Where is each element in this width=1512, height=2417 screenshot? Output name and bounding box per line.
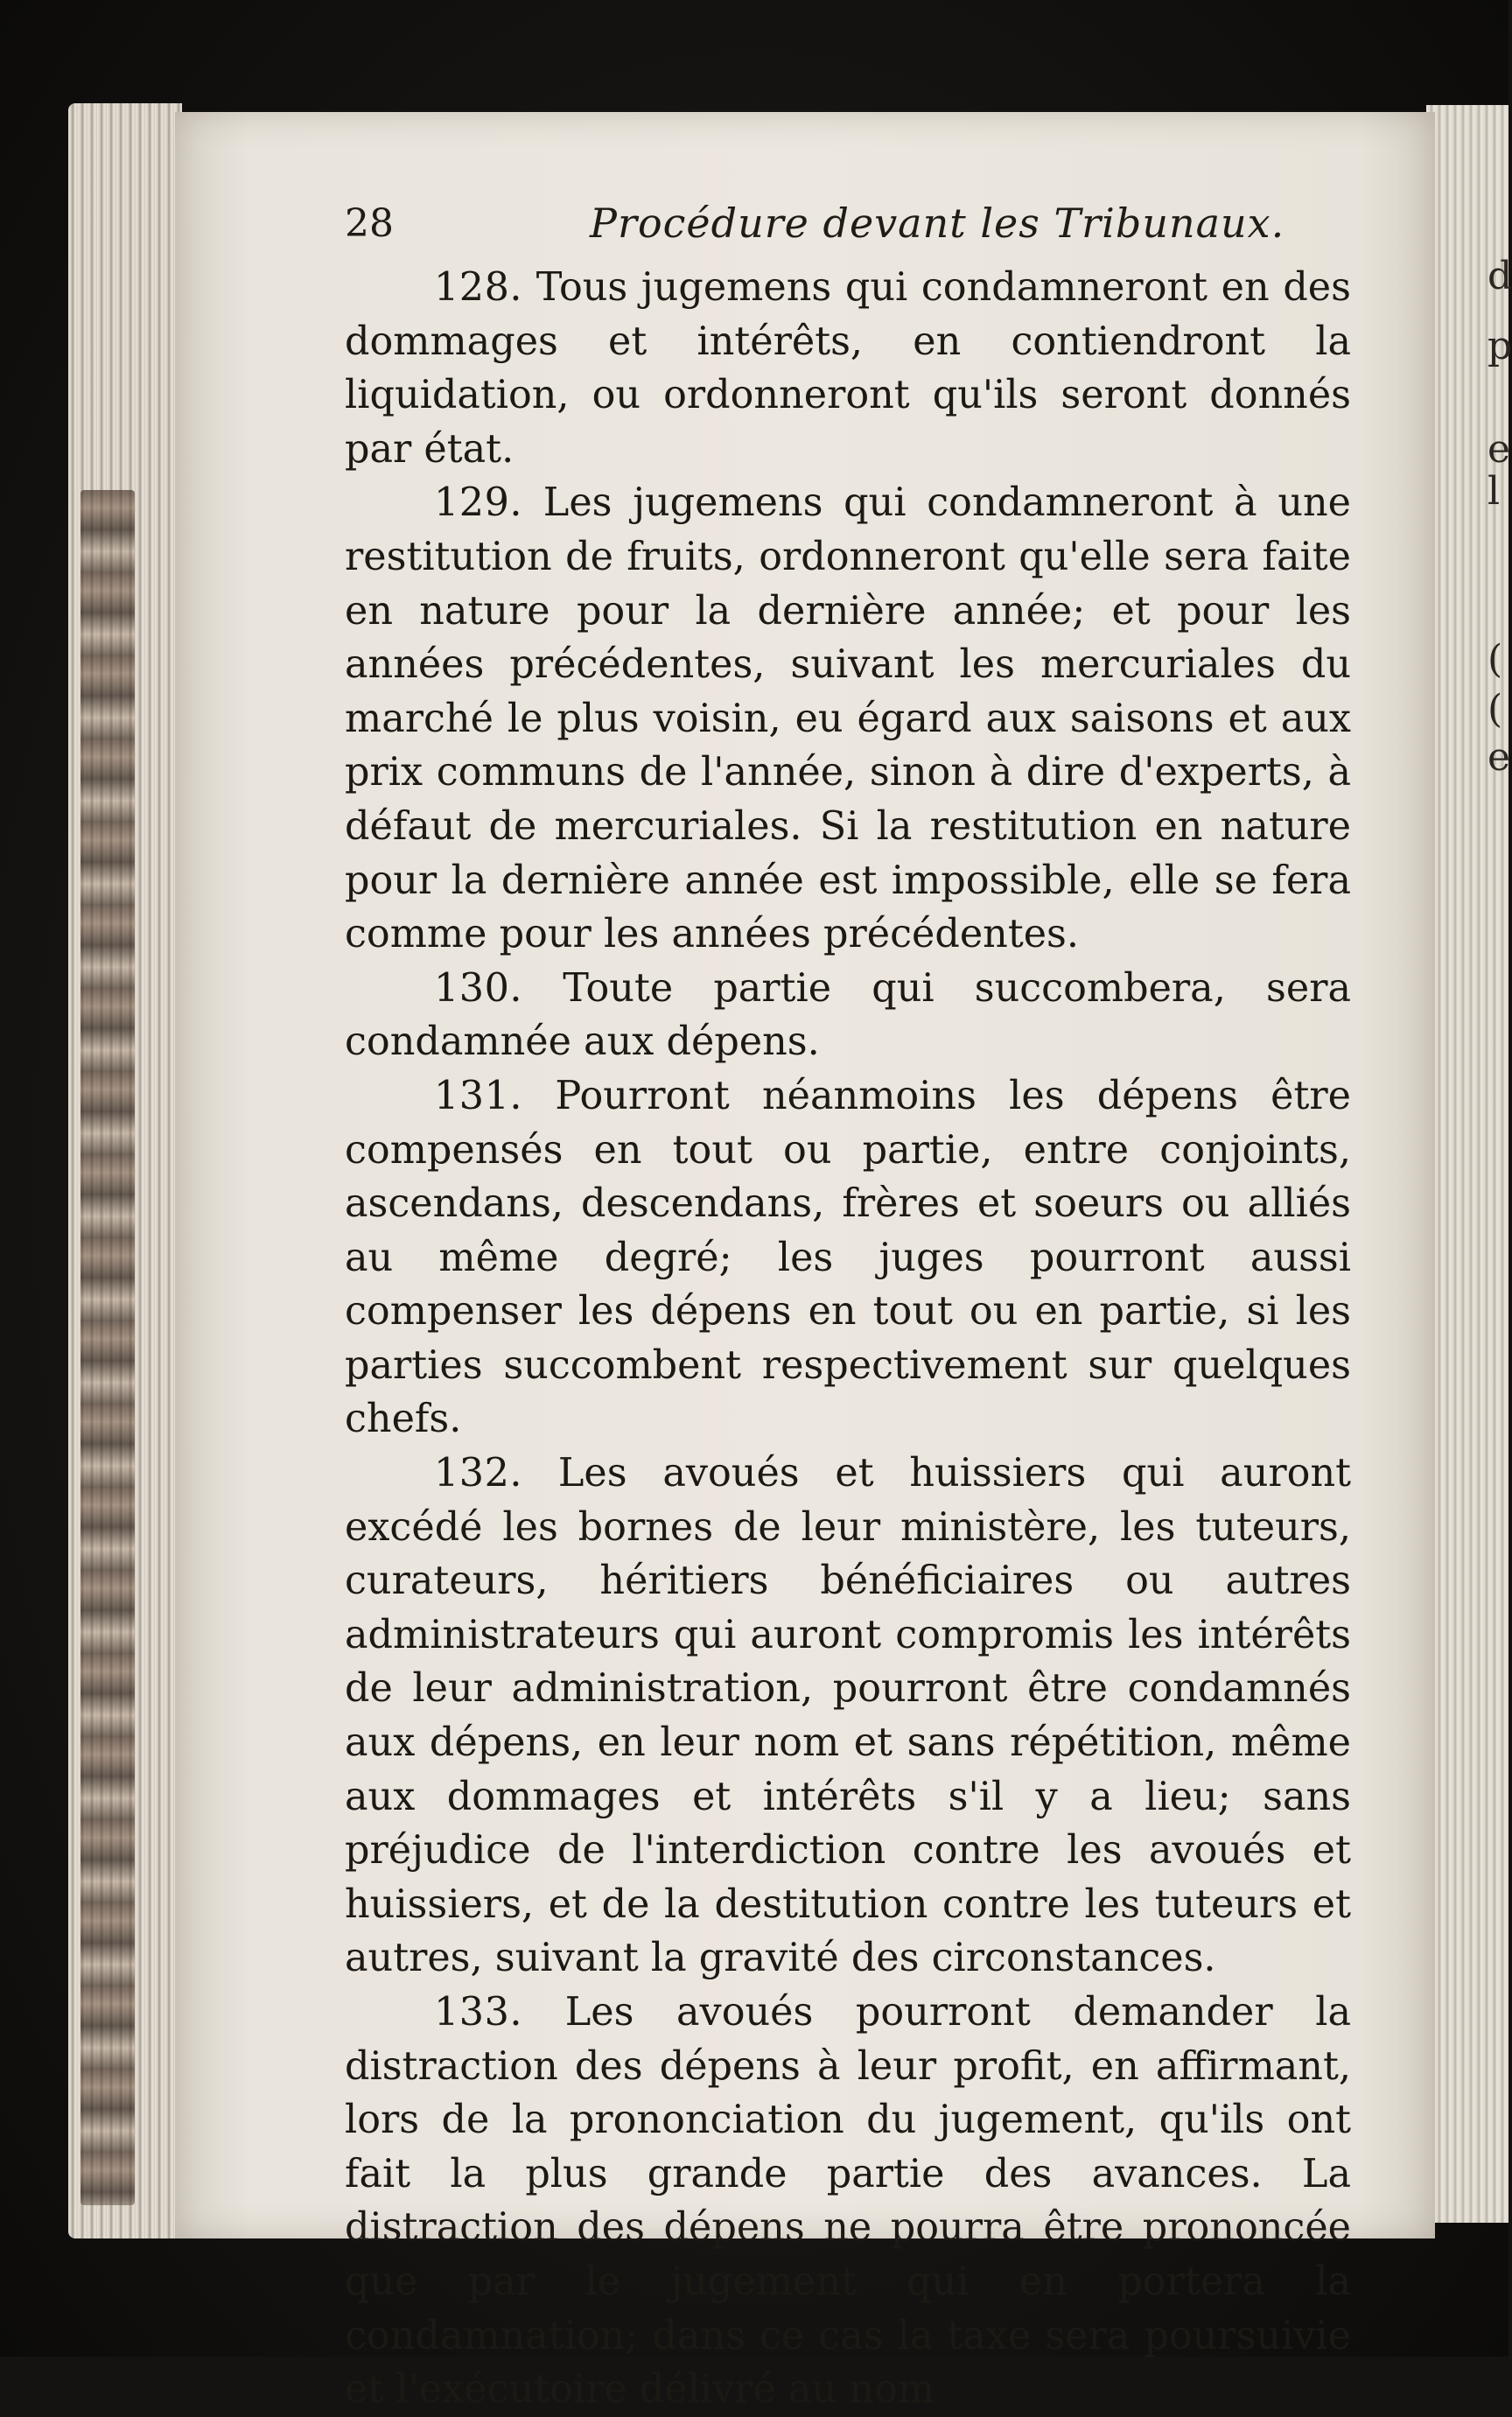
article-number: 128.	[434, 265, 523, 310]
article-133	[345, 1986, 1351, 2417]
article-132	[345, 1447, 1351, 1986]
article-130	[345, 962, 1351, 1069]
article-body: Les avoués pourront demander la distraction des dépens à leur profit, en affirmant, lors de la prononciation du jugement, qu'ils ont fait la plus grande partie des avances. La distraction des dépens ne pourra être prononcée que par le jugement qui en portera la condamnation; dans ce cas la taxe sera poursuivie et l'exécutoire délivré au nom	[345, 1990, 1351, 2413]
facing-page-letter: e	[1488, 735, 1511, 780]
book-page	[175, 112, 1435, 2413]
article-body: Les jugemens qui condamneront à une restitution de fruits, ordonneront qu'elle sera faite en nature pour la dernière année; et pour les années précédentes, suivant les mercuriales du marché le plus voisin, eu égard aux saisons et aux prix communs de l'année, sinon à dire d'experts, à défaut de mercuriales. Si la restitution en nature pour la dernière année est impossible, elle se fera comme pour les années précédentes.	[345, 480, 1351, 957]
running-head	[345, 193, 1351, 261]
article-body: Les avoués et huissiers qui auront excédé les bornes de leur ministère, les tuteurs, curateurs, héritiers bénéficiaires ou autres administrateurs qui auront compromis les intérêts de leur administration, pourront être condamnés aux dépens, en leur nom et sans répétition, même aux dommages et intérêts s'il y a lieu; sans préjudice de l'interdiction contre les avoués et huissiers, et de la destitution contre les tuteurs et autres, suivant la gravité des circonstances.	[345, 1451, 1351, 1981]
article-number: 129.	[434, 480, 523, 526]
running-title: Procédure devant les Tribunaux.	[590, 200, 1285, 247]
right-page-stack	[1426, 105, 1511, 2223]
page-number: 28	[345, 201, 394, 246]
article-body: Pourront néanmoins les dépens être compensés en tout ou partie, entre conjoints, ascendans, descendans, frères et soeurs ou alliés au même degré; les juges pourront aussi compenser les dépens en tout ou en partie, si les parties succombent respectivement sur quelques chefs.	[345, 1073, 1351, 1442]
article-body: Tous jugemens qui condamneront en des dommages et intérêts, en contiendront la liquidation, ou ordonneront qu'ils seront donnés par état.	[345, 265, 1351, 472]
article-131	[345, 1069, 1351, 1447]
marbled-spine	[80, 490, 135, 2205]
facing-page-letter: (	[1488, 637, 1503, 682]
article-number: 133.	[434, 1990, 523, 2035]
facing-page-letter: l	[1488, 469, 1501, 514]
article-number: 130.	[434, 965, 523, 1011]
page-content	[345, 193, 1351, 2417]
facing-page-letter: d	[1488, 254, 1512, 298]
facing-page-letter: e	[1488, 427, 1511, 472]
facing-page-letter: p	[1488, 324, 1512, 368]
facing-page-letter: (	[1488, 687, 1503, 732]
article-text	[345, 261, 1351, 2417]
article-number: 131.	[434, 1073, 523, 1118]
article-number: 132.	[434, 1451, 523, 1496]
article-body: Toute partie qui succombera, sera condamnée aux dépens.	[345, 965, 1351, 1065]
article-128	[345, 261, 1351, 476]
article-129	[345, 476, 1351, 961]
